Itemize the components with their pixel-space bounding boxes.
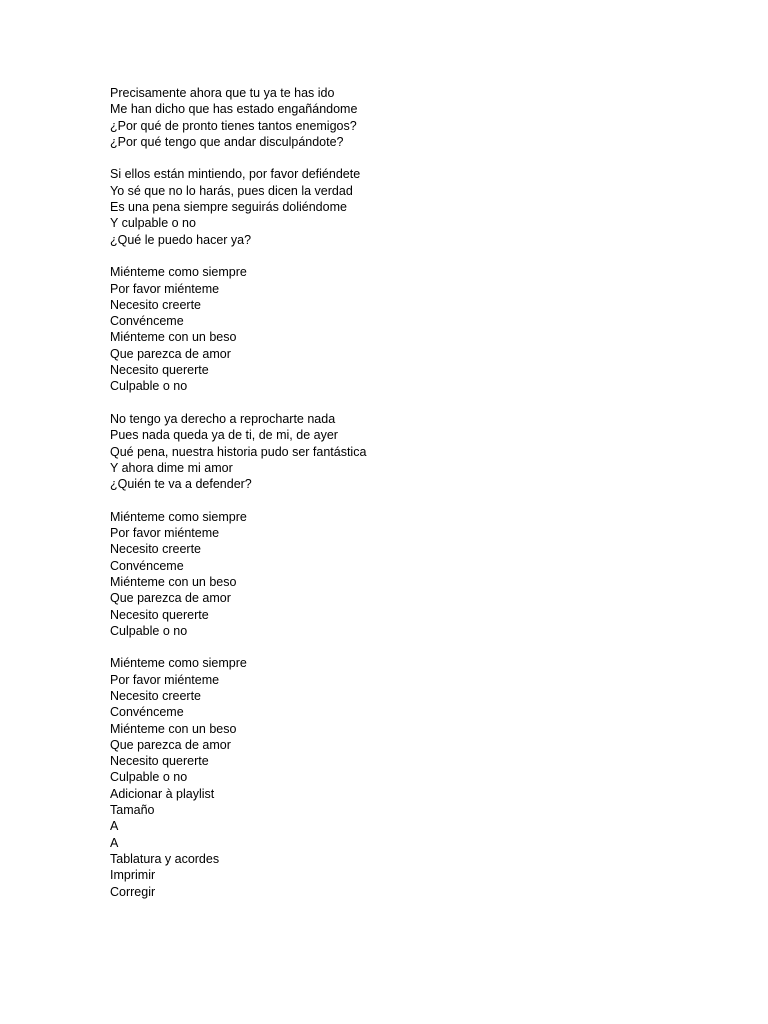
lyric-line: Adicionar à playlist (110, 786, 215, 801)
lyric-line: Por favor miénteme (110, 281, 220, 296)
stanza-1 (110, 85, 710, 150)
stanza-3 (110, 411, 710, 492)
lyric-line: Convénceme (110, 558, 184, 573)
lyric-line: Por favor miénteme (110, 526, 220, 541)
lyric-line: Pues nada queda ya de ti, de mi, de ayer (110, 428, 338, 443)
lyric-line: Miénteme con un beso (110, 330, 237, 345)
stanza-chorus-2 (110, 509, 710, 639)
lyric-line: Que parezca de amor (110, 346, 231, 361)
lyric-line: A (110, 835, 119, 850)
lyric-line: Que parezca de amor (110, 591, 231, 606)
lyric-line: Miénteme como siempre (110, 509, 247, 524)
lyric-line: ¿Quién te va a defender? (110, 477, 252, 492)
lyric-line: Culpable o no (110, 623, 188, 638)
lyric-line: Necesito creerte (110, 297, 202, 312)
lyric-line: Me han dicho que has estado engañándome (110, 102, 358, 117)
lyric-line: Necesito quererte (110, 363, 209, 378)
lyric-line: Miénteme como siempre (110, 265, 247, 280)
lyric-line: Por favor miénteme (110, 672, 220, 687)
lyric-line: ¿Por qué de pronto tienes tantos enemigos? (110, 118, 357, 133)
lyric-line: Convénceme (110, 314, 184, 329)
lyric-line: Miénteme con un beso (110, 574, 237, 589)
lyric-line: ¿Por qué tengo que andar disculpándote? (110, 134, 344, 149)
lyric-line: Necesito quererte (110, 754, 209, 769)
lyric-line: Culpable o no (110, 379, 188, 394)
lyric-line: Convénceme (110, 705, 184, 720)
lyric-line: No tengo ya derecho a reprocharte nada (110, 411, 336, 426)
lyric-line: Precisamente ahora que tu ya te has ido (110, 86, 335, 100)
lyric-line: Si ellos están mintiendo, por favor defiéndete (110, 167, 361, 182)
lyric-line: Qué pena, nuestra historia pudo ser fantástica (110, 444, 367, 459)
lyric-line: Culpable o no (110, 770, 188, 785)
lyric-line: ¿Qué le puedo hacer ya? (110, 232, 252, 247)
lyrics-text (110, 85, 710, 900)
lyric-line: Que parezca de amor (110, 737, 231, 752)
lyric-line: Necesito creerte (110, 542, 202, 557)
lyric-line: Necesito quererte (110, 607, 209, 622)
lyric-line: Corregir (110, 884, 156, 899)
lyric-line: Tablatura y acordes (110, 851, 220, 866)
lyric-line: Tamaño (110, 803, 155, 818)
lyric-line: Y culpable o no (110, 216, 196, 231)
lyric-line: Y ahora dime mi amor (110, 460, 233, 475)
lyric-line: Yo sé que no lo harás, pues dicen la verdad (110, 183, 353, 198)
lyric-line: Miénteme con un beso (110, 721, 237, 736)
stanza-2 (110, 166, 710, 247)
lyric-line: Miénteme como siempre (110, 656, 247, 671)
lyric-line: A (110, 819, 119, 834)
stanza-chorus-1 (110, 264, 710, 394)
lyric-line: Necesito creerte (110, 688, 202, 703)
lyric-line: Es una pena siempre seguirás doliéndome (110, 200, 347, 215)
lyric-line: Imprimir (110, 868, 156, 883)
stanza-chorus-3 (110, 655, 710, 899)
